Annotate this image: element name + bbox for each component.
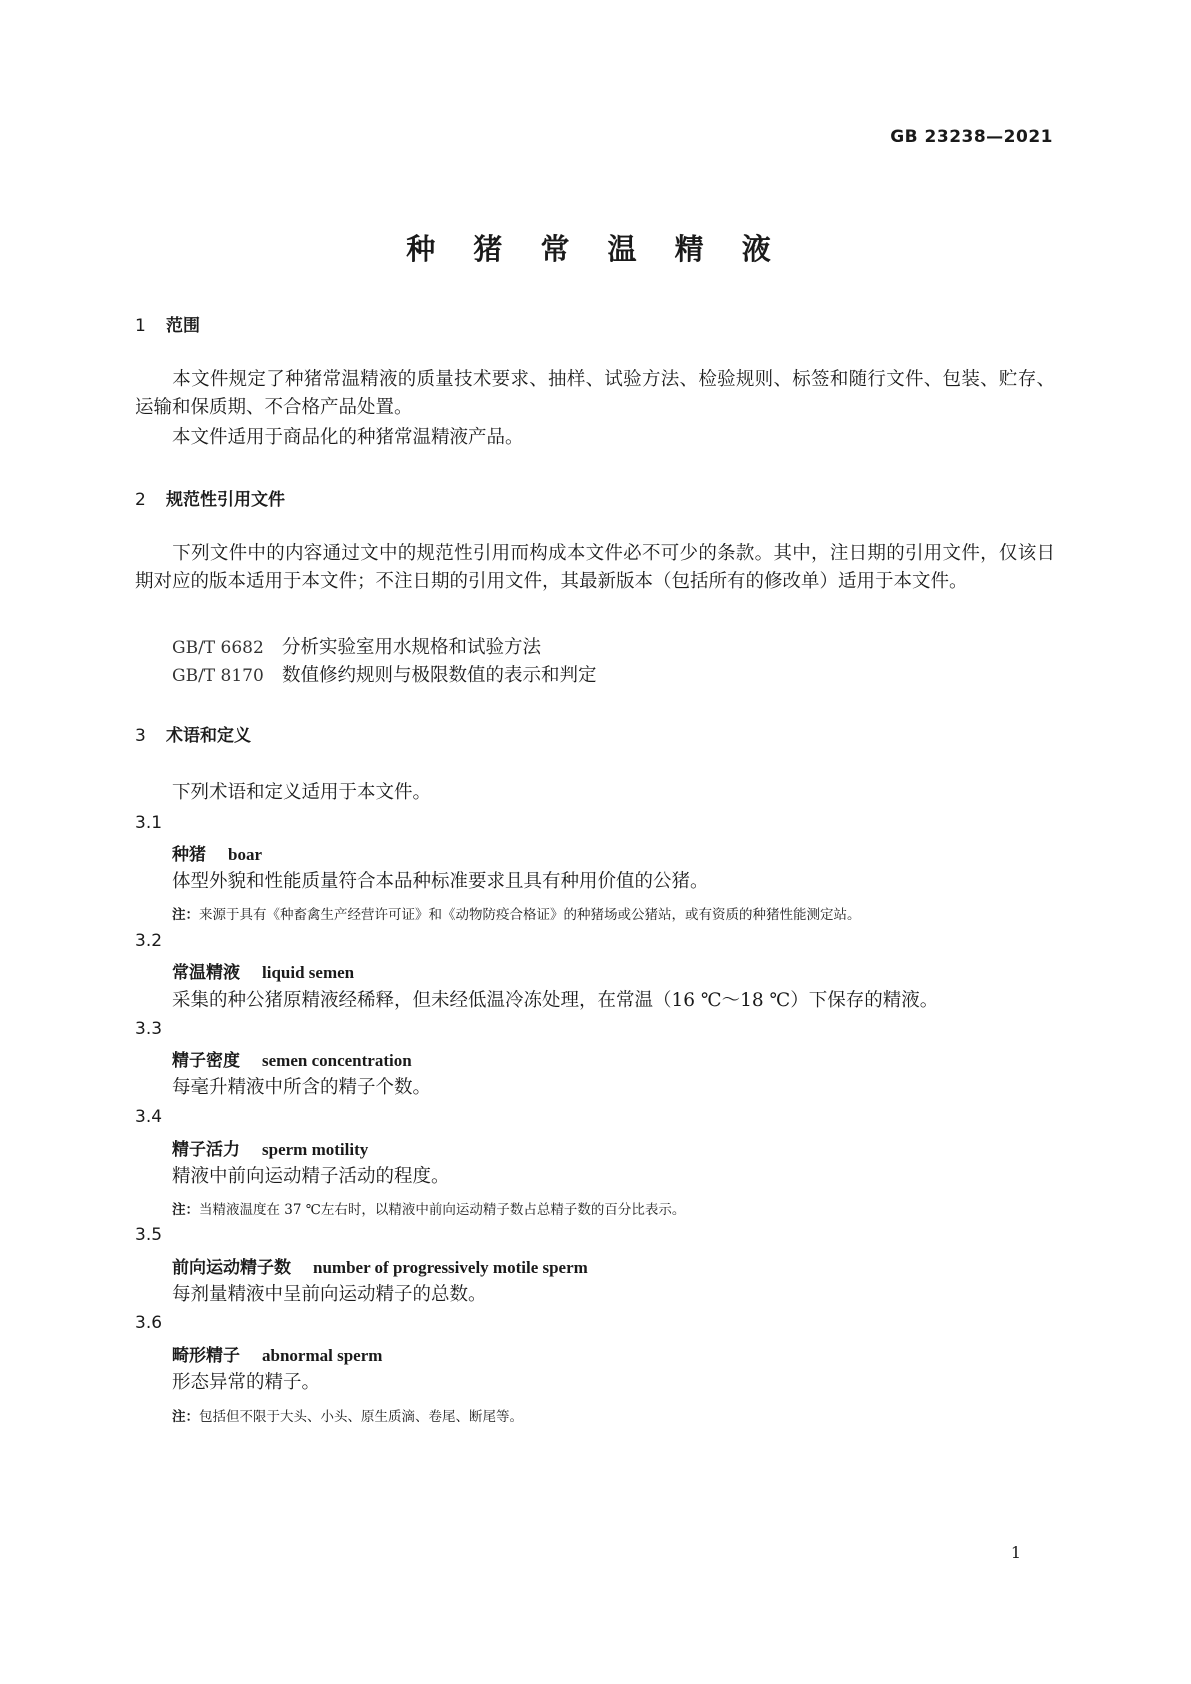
- term-note: 注：包括但不限于大头、小头、原生质滴、卷尾、断尾等。: [172, 1409, 523, 1425]
- term-en: number of progressively motile sperm: [313, 1258, 588, 1277]
- page-title: 种 猪 常 温 精 液: [406, 232, 785, 266]
- term-number: 3.5: [135, 1225, 163, 1245]
- reference-title: 分析实验室用水规格和试验方法: [282, 637, 542, 658]
- reference-item: [172, 661, 597, 687]
- term-definition: 体型外貌和性能质量符合本品种标准要求且具有种用价值的公猪。: [172, 871, 709, 892]
- section-heading-terms: [135, 721, 251, 746]
- section-number: 2: [135, 490, 146, 510]
- document-code: GB 23238—2021: [890, 127, 1053, 147]
- term-zh: 精子活力: [172, 1140, 240, 1160]
- scope-paragraph-2: 本文件适用于商品化的种猪常温精液产品。: [172, 427, 524, 448]
- section-title: 术语和定义: [166, 726, 251, 746]
- term-note: 注：当精液温度在 37 ℃左右时，以精液中前向运动精子数占总精子数的百分比表示。: [172, 1202, 686, 1218]
- note-label: 注：: [172, 1202, 199, 1218]
- reference-code: GB/T 8170: [172, 666, 264, 686]
- term-heading: [172, 840, 262, 865]
- section-heading-normative-refs: [135, 485, 285, 510]
- term-heading: [172, 1135, 368, 1160]
- note-label: 注：: [172, 1409, 199, 1425]
- normative-refs-paragraph: 下列文件中的内容通过文中的规范性引用而构成本文件必不可少的条款。其中，注日期的引用文件，仅该日期对应的版本适用于本文件；不注日期的引用文件，其最新版本（包括所有的修改单）适用于本文件。: [135, 543, 1055, 592]
- term-heading: [172, 1253, 588, 1278]
- term-number: 3.4: [135, 1107, 163, 1127]
- section-title: 范围: [166, 316, 200, 336]
- term-heading: [172, 1341, 382, 1366]
- term-number: 3.6: [135, 1313, 163, 1333]
- term-en: semen concentration: [262, 1051, 412, 1070]
- term-zh: 常温精液: [172, 963, 240, 983]
- term-number: 3.2: [135, 931, 163, 951]
- term-heading: [172, 1046, 412, 1071]
- term-definition: 形态异常的精子。: [172, 1372, 321, 1393]
- term-definition: 每剂量精液中呈前向运动精子的总数。: [172, 1284, 487, 1305]
- terms-intro: 下列术语和定义适用于本文件。: [172, 782, 432, 803]
- section-number: 1: [135, 316, 146, 336]
- section-title: 规范性引用文件: [166, 490, 285, 510]
- reference-item: [172, 633, 541, 659]
- term-en: boar: [228, 845, 262, 864]
- term-zh: 前向运动精子数: [172, 1258, 291, 1278]
- note-label: 注：: [172, 907, 199, 923]
- term-heading: [172, 958, 354, 983]
- term-en: sperm motility: [262, 1140, 369, 1159]
- scope-paragraph-1: 本文件规定了种猪常温精液的质量技术要求、抽样、试验方法、检验规则、标签和随行文件、包装、贮存、运输和保质期、不合格产品处置。: [135, 369, 1055, 418]
- term-zh: 畸形精子: [172, 1346, 240, 1366]
- term-definition: 每毫升精液中所含的精子个数。: [172, 1077, 432, 1098]
- page-number: 1: [1010, 1543, 1021, 1562]
- term-zh: 精子密度: [172, 1051, 240, 1071]
- term-zh: 种猪: [172, 845, 206, 865]
- term-en: abnormal sperm: [262, 1346, 383, 1365]
- term-definition: 精液中前向运动精子活动的程度。: [172, 1166, 450, 1187]
- reference-title: 数值修约规则与极限数值的表示和判定: [282, 665, 597, 686]
- section-heading-scope: [135, 311, 200, 336]
- term-en: liquid semen: [262, 963, 355, 982]
- term-note: 注：来源于具有《种畜禽生产经营许可证》和《动物防疫合格证》的种猪场或公猪站，或有资质的种猪性能测定站。: [172, 907, 861, 923]
- term-number: 3.3: [135, 1019, 163, 1039]
- reference-code: GB/T 6682: [172, 638, 264, 658]
- section-number: 3: [135, 726, 146, 746]
- term-number: 3.1: [135, 813, 163, 833]
- term-definition: 采集的种公猪原精液经稀释，但未经低温冷冻处理，在常温（16 ℃～18 ℃）下保存的精液。: [172, 990, 939, 1011]
